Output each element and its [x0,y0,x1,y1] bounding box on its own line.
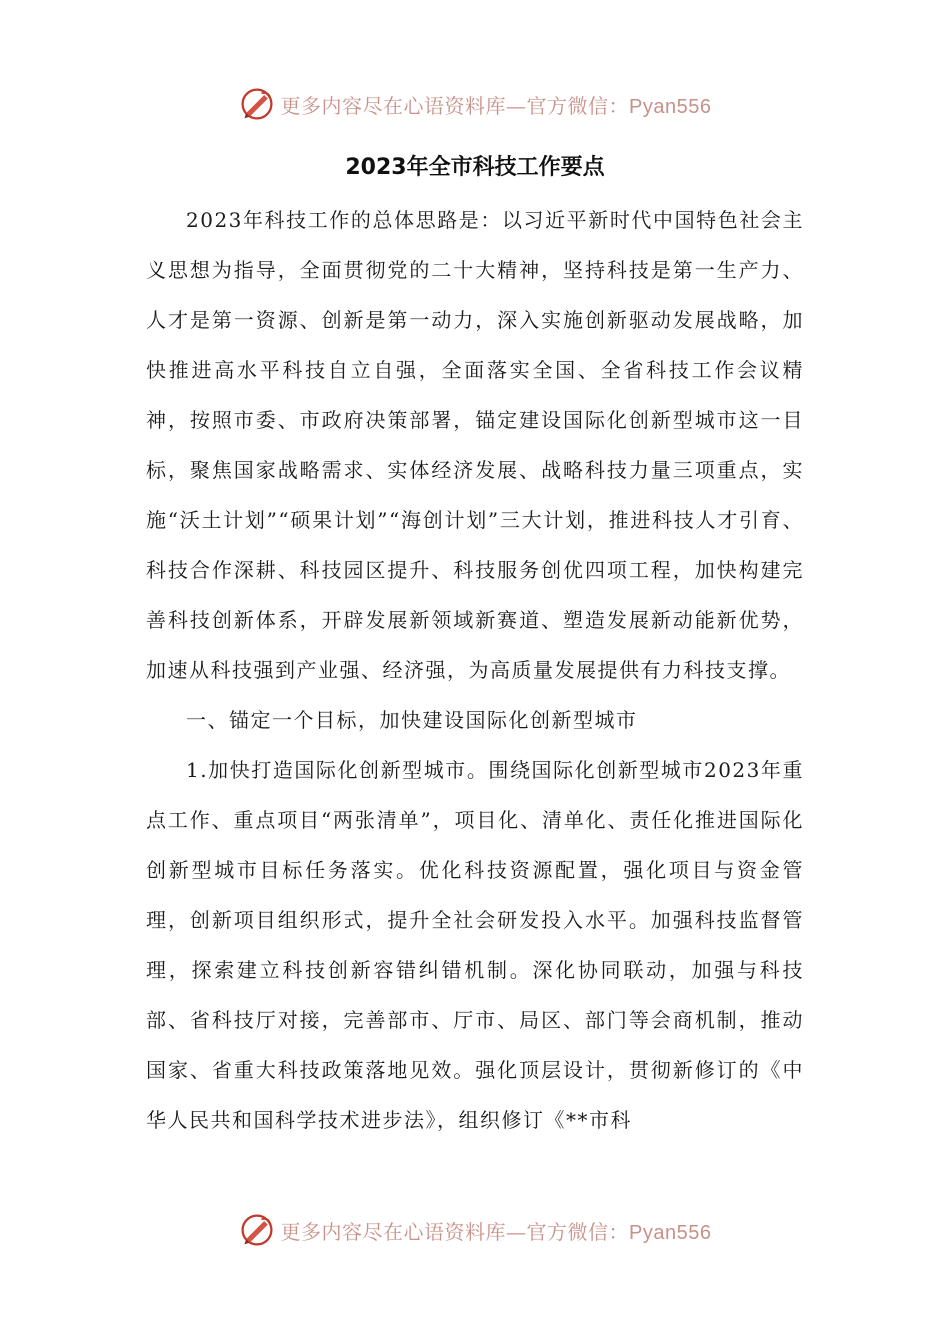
watermark-footer [0,1210,950,1250]
document-body [146,195,804,1145]
watermark-header [0,84,950,124]
watermark-text: 更多内容尽在心语资料库—官方微信：Pyan556 [280,93,712,118]
watermark-text: 更多内容尽在心语资料库—官方微信：Pyan556 [280,1219,712,1244]
pen-logo-icon [239,1212,275,1248]
paragraph-item-1: 1.加快打造国际化创新型城市。围绕国际化创新型城市2023年重点工作、重点项目“两张清单”，项目化、清单化、责任化推进国际化创新型城市目标任务落实。优化科技资源配置，强化项目与资金管理，创新项目组织形式，提升全社会研发投入水平。加强科技监督管理，探索建立科技创新容错纠错机制。深化协同联动，加强与科技部、省科技厅对接，完善部市、厅市、局区、部门等会商机制，推动国家、省重大科技政策落地见效。强化顶层设计，贯彻新修订的《中华人民共和国科学技术进步法》，组织修订《**市科 [146,758,804,1132]
paragraph-overview: 2023年科技工作的总体思路是：以习近平新时代中国特色社会主义思想为指导，全面贯彻党的二十大精神，坚持科技是第一生产力、人才是第一资源、创新是第一动力，深入实施创新驱动发展战略，加快推进高水平科技自立自强，全面落实全国、全省科技工作会议精神，按照市委、市政府决策部署，锚定建设国际化创新型城市这一目标，聚焦国家战略需求、实体经济发展、战略科技力量三项重点，实施“沃土计划”“硕果计划”“海创计划”三大计划，推进科技人才引育、科技合作深耕、科技园区提升、科技服务创优四项工程，加快构建完善科技创新体系，开辟发展新领域新赛道、塑造发展新动能新优势，加速从科技强到产业强、经济强，为高质量发展提供有力科技支撑。 [146,208,804,682]
pen-logo-icon [239,86,275,122]
section-heading-1: 一、锚定一个目标，加快建设国际化创新型城市 [186,708,638,732]
document-title: 2023年全市科技工作要点 [345,155,605,180]
